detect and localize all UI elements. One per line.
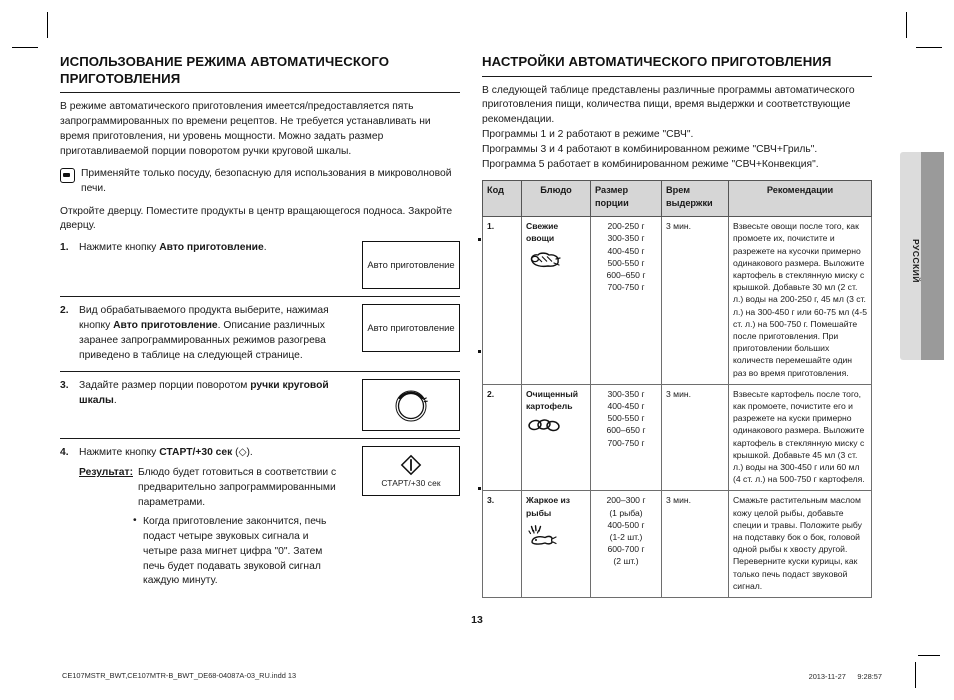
note-icon: [60, 168, 75, 183]
row-2-size-4: 700-750 г: [607, 437, 645, 448]
step-2-text-after: . Описание различных заранее запрограммированных режимов разогрева приведено в таблице на следующей странице.: [79, 320, 326, 362]
crop-mark-left-top: [12, 47, 38, 48]
table-head: [483, 181, 872, 217]
right-section-title: НАСТРОЙКИ АВТОМАТИЧЕСКОГО ПРИГОТОВЛЕНИЯ: [482, 54, 832, 69]
step-1-text-bold: Авто приготовление: [159, 242, 264, 254]
step-3-text-before: Задайте размер порции поворотом: [79, 380, 251, 392]
row-2-size-3: 600–650 г: [606, 425, 646, 436]
auto-cook-button-illustration-1[interactable]: [362, 241, 460, 289]
pre-step-paragraph: Откройте дверцу. Поместите продукты в центр вращающегося подноса. Закройте дверцу.: [60, 205, 453, 232]
right-column: [482, 54, 872, 598]
step-3-divider: [60, 438, 460, 439]
row-3-size-5: (2 шт.): [613, 556, 639, 567]
row-3-standing-time: 3 мин.: [662, 491, 729, 598]
page-content: [60, 54, 894, 634]
table-row: [483, 384, 872, 491]
result-bullet-list: [132, 515, 344, 590]
start-button-label: СТАРТ/+30 сек: [381, 477, 441, 488]
step-2-number: 2.: [60, 305, 69, 317]
step-3-text-after: .: [113, 394, 117, 406]
vegetables-icon: [526, 250, 586, 273]
row-1-dish-name: Свежие овощи: [526, 221, 559, 244]
row-1-size-4: 600–650 г: [606, 269, 646, 280]
left-intro-paragraph: В режиме автоматического приготовления имеется/предоставляется пять запрограммированных по времени рецептов. Не требуется устанавливать ни время приготовления, ни уровень мощности. Можно задать размер приготавливаемой порции поворотом ручки круговой шкалы.: [60, 101, 431, 157]
auto-cook-button-illustration-2[interactable]: [362, 304, 460, 352]
right-intro-paragraph-3: Программы 3 и 4 работают в комбинированном режиме "СВЧ+Гриль".: [482, 144, 818, 156]
gutter-tick-2: [478, 350, 481, 353]
language-tab: [890, 152, 944, 360]
step-3-text: [79, 379, 344, 409]
auto-cook-settings-table: [482, 180, 872, 598]
table-row: [483, 491, 872, 598]
row-2-standing-time: 3 мин.: [662, 384, 729, 491]
step-1: [60, 241, 460, 289]
start-button-illustration[interactable]: [362, 446, 460, 496]
row-2-dish: [522, 384, 591, 491]
dishware-note-text: Применяйте только посуду, безопасную для использования в микроволновой печи.: [81, 167, 452, 194]
dishware-note: [60, 167, 460, 197]
footer-crop-rule: [915, 662, 916, 688]
step-1-text-before: Нажмите кнопку: [79, 242, 160, 254]
crop-mark-top-right: [906, 12, 907, 38]
step-1-text-after: .: [263, 242, 267, 254]
row-3-size-4: 600-700 г: [607, 544, 645, 555]
page-number: 13: [471, 614, 483, 626]
footer-crop-dash: [918, 655, 940, 656]
row-2-recommendation: Взвесьте картофель после того, как промоете, почистите его и разрежете на куски примерно одинакового размера. Выложите картофель в стеклянную миску с крышкой. Добавьте 45 мл (3 ст. л.) воды на 300-450 г или 60 мл (4 ст. л.) на 500-750 г картофеля.: [729, 384, 872, 491]
step-4-body: [60, 446, 344, 589]
step-1-text: [79, 241, 344, 256]
result-bullet-item: • Когда приготовление закончится, печь подаст четыре звуковых сигнала и четыре раза мигнет цифра "0". Затем печь будет подавать звуковой сигнал каждую минуту.: [143, 515, 344, 590]
table-body: [483, 217, 872, 598]
row-3-dish: [522, 491, 591, 598]
row-2-portion-sizes: [591, 384, 662, 491]
step-4-text-after: (◇).: [232, 447, 253, 459]
row-3-code: 3.: [483, 491, 522, 598]
potatoes-icon: [526, 417, 586, 440]
row-3-size-3: (1-2 шт.): [609, 532, 643, 543]
row-3-portion-sizes: [591, 491, 662, 598]
result-block: [60, 466, 344, 511]
right-intro-paragraph-1: В следующей таблице представлены различные программы автоматического приготовления пищи, количества пищи, время выдержки и соответствующие рекомендации.: [482, 84, 855, 126]
left-column: [60, 54, 460, 591]
right-intro-paragraph-2: Программы 1 и 2 работают в режиме "СВЧ".: [482, 129, 694, 141]
row-1-portion-sizes: [591, 217, 662, 385]
gutter-tick-3: [478, 487, 481, 490]
step-2-divider: [60, 371, 460, 372]
step-4: [60, 446, 460, 589]
row-1-size-5: 700-750 г: [607, 282, 645, 293]
right-intro-paragraph-4: Программа 5 работает в комбинированном режиме "СВЧ+Конвекция".: [482, 159, 819, 171]
row-3-size-1: (1 рыба): [609, 507, 643, 518]
row-2-size-2: 500-550 г: [607, 413, 645, 424]
table-header-dish: Блюдо: [522, 181, 591, 217]
start-diamond-icon: [400, 454, 422, 476]
step-4-number: 4.: [60, 447, 69, 459]
row-1-standing-time: 3 мин.: [662, 217, 729, 385]
table-header-recommendations: Рекомендации: [729, 181, 872, 217]
table-row: [483, 217, 872, 385]
left-title-rule: [60, 92, 460, 93]
footer-timestamp: 2013-11-27 9:28:57: [808, 672, 882, 681]
fish-icon: [526, 524, 586, 553]
step-2-text-before: Вид обрабатываемого продукта выберите, нажимая кнопку: [79, 305, 329, 332]
row-3-dish-name: Жаркое из рыбы: [526, 495, 571, 518]
table-header-portion-size: Размер порции: [591, 181, 662, 217]
row-1-size-0: 200-250 г: [607, 221, 645, 232]
table-header-row: [483, 181, 872, 217]
gutter-tick-1: [478, 238, 481, 241]
auto-cook-button-label-1: Авто приготовление: [367, 259, 455, 271]
step-1-divider: [60, 296, 460, 297]
dial-knob-illustration[interactable]: [362, 379, 460, 431]
crop-mark-right-top: [916, 47, 942, 48]
row-1-code: 1.: [483, 217, 522, 385]
step-4-text-bold: СТАРТ/+30 сек: [159, 447, 233, 459]
row-1-size-1: 300-350 г: [607, 233, 645, 244]
dial-knob-icon: [391, 385, 431, 425]
step-1-number: 1.: [60, 242, 69, 254]
step-3-number: 3.: [60, 380, 69, 392]
step-3-body: [60, 379, 344, 409]
row-1-size-3: 500-550 г: [607, 257, 645, 268]
step-2: [60, 304, 460, 364]
crop-mark-top-left: [47, 12, 48, 38]
row-2-dish-name: Очищенный картофель: [526, 388, 578, 411]
language-tab-shadow: [921, 152, 944, 360]
row-3-size-2: 400-500 г: [607, 519, 645, 530]
table-header-standing-time: Врем выдержки: [662, 181, 729, 217]
auto-cook-button-label-2: Авто приготовление: [367, 322, 455, 334]
row-1-recommendation: Взвесьте овощи после того, как промоете их, почистите и разрежете на кусочки примерно одинакового размера. Выложите картофель в стеклянную миску с крышкой. Добавьте 30 мл (2 ст. л.) воды на 200-250 г, 45 мл (3 ст. л.) на 300-450 г или 60-75 мл (4-5 ст. л.) на 500-750 г. Помешайте после приготовления. При приготовлении больших количеств перемешайте один раз во время приготовления.: [729, 217, 872, 385]
step-4-text: [79, 446, 344, 461]
result-text: Блюдо будет готовиться в соответствии с предварительно запрограммированными параметрами.: [138, 466, 337, 508]
row-1-size-2: 400-450 г: [607, 245, 645, 256]
language-tab-label: РУССКИЙ: [911, 239, 921, 283]
right-title-rule: [482, 76, 872, 77]
step-4-text-before: Нажмите кнопку: [79, 447, 160, 459]
row-2-size-1: 400-450 г: [607, 401, 645, 411]
left-section-title: ИСПОЛЬЗОВАНИЕ РЕЖИМА АВТОМАТИЧЕСКОГО ПРИГОТОВЛЕНИЯ: [60, 54, 390, 86]
row-3-recommendation: Смажьте растительным маслом кожу целой рыбы, добавьте специи и травы. Положите рыбу на подставку бок о бок, головой одной рыбы к хвосту другой. Переверните куски курицы, как только печь подаст звуковой сигнал.: [729, 491, 872, 598]
step-3-text-bold: ручки круговой шкалы: [79, 380, 329, 406]
row-2-size-0: 300-350 г: [607, 388, 645, 399]
table-header-code: Код: [483, 181, 522, 217]
row-2-code: 2.: [483, 384, 522, 491]
step-2-text-bold: Авто приготовление: [113, 320, 218, 332]
result-label: Результат:: [79, 466, 133, 478]
step-3: [60, 379, 460, 431]
row-1-dish: [522, 217, 591, 385]
row-3-size-0: 200–300 г: [606, 495, 646, 506]
step-2-text: [79, 304, 344, 364]
footer-filename: CE107MSTR_BWT,CE107MTR-B_BWT_DE68-04087A-03_RU.indd 13: [62, 671, 297, 680]
step-2-body: [60, 304, 344, 364]
step-1-body: [60, 241, 344, 256]
